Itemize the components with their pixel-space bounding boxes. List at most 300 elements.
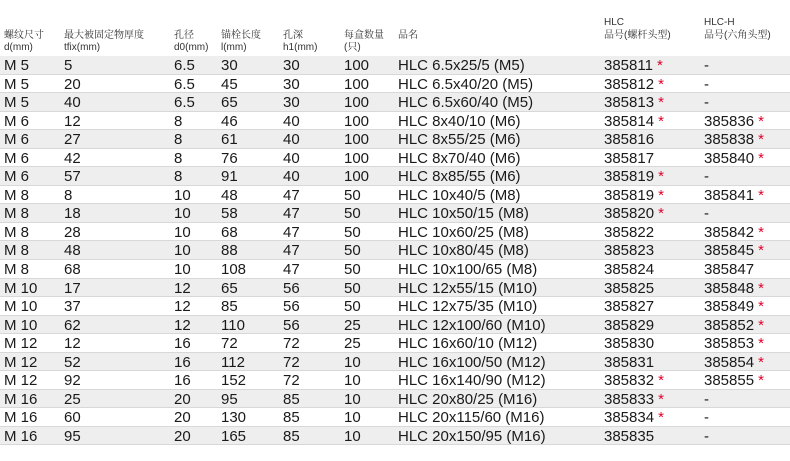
cell-product-name-value: HLC 16x100/50 (M12) [398,353,546,371]
cell-hole-diameter [174,391,191,409]
cell-box-quantity-value: 25 [344,335,361,353]
cell-hlc-code-value: 385817 [604,149,655,167]
cell-hlc-h-code-value: 385854 [704,353,755,371]
cell-hole-depth [283,409,300,427]
cell-box-quantity-value: 50 [344,242,361,260]
cell-hole-depth-value: 56 [283,316,300,334]
cell-hole-diameter [174,261,191,279]
cell-box-quantity [344,205,361,223]
cell-box-quantity-value: 10 [344,427,361,445]
availability-star-marker: * [658,372,664,390]
cell-box-quantity-value: 100 [344,149,370,167]
cell-anchor-length-value: 45 [221,75,238,93]
table-row [0,260,790,279]
cell-thread-size-value: M 5 [4,57,30,74]
cell-product-name [398,354,546,372]
cell-hole-depth-value: 47 [283,261,300,279]
cell-hlc-code [604,298,654,316]
table-row [0,241,790,260]
cell-hole-depth-value: 30 [283,75,300,93]
cell-thread-size-value: M 10 [4,298,38,316]
cell-thread-size [4,372,37,390]
cell-hole-depth [283,187,300,205]
cell-hole-depth-value: 47 [283,205,300,223]
availability-star-marker: * [758,298,764,316]
cell-hlc-h-code [704,187,764,205]
cell-hlc-code [604,409,664,427]
header-thread-size-unit: d(mm) [4,42,33,53]
cell-product-name-value: HLC 10x80/45 (M8) [398,242,529,260]
cell-hole-diameter [174,205,191,223]
cell-anchor-length-value: 48 [221,186,238,204]
cell-hlc-h-code [704,242,764,260]
cell-box-quantity-value: 10 [344,353,361,371]
cell-anchor-length [221,372,246,390]
cell-hlc-code [604,76,664,94]
cell-hole-depth [283,76,300,94]
cell-hlc-code [604,113,664,131]
cell-thread-size [4,261,29,279]
cell-hole-diameter-value: 10 [174,242,191,260]
cell-thread-size [4,298,37,316]
cell-hole-depth-value: 72 [283,353,300,371]
cell-box-quantity-value: 100 [344,57,370,74]
cell-hlc-code [604,354,654,372]
cell-thread-size [4,76,29,94]
cell-hlc-h-code-value: - [704,75,709,93]
cell-box-quantity [344,317,361,335]
cell-hlc-code-value: 385823 [604,242,655,260]
cell-product-name-value: HLC 20x80/25 (M16) [398,390,538,408]
cell-hlc-code-value: 385812 [604,75,655,93]
cell-box-quantity [344,150,369,168]
cell-hole-diameter [174,372,191,390]
cell-hlc-h-code-value: 385840 [704,149,755,167]
cell-fixture-thickness [64,187,72,205]
cell-thread-size-value: M 8 [4,223,30,241]
cell-hole-depth [283,57,300,75]
cell-hole-diameter-value: 12 [174,279,191,297]
cell-hole-depth-value: 30 [283,57,300,74]
cell-hlc-h-code [704,131,764,149]
cell-hlc-h-code-value: 385853 [704,335,755,353]
cell-hlc-code [604,94,664,112]
cell-hole-diameter-value: 12 [174,316,191,334]
cell-hole-depth [283,113,300,131]
cell-product-name [398,261,537,279]
cell-thread-size-value: M 12 [4,335,38,353]
cell-hlc-h-code-value: 385842 [704,223,755,241]
cell-hlc-h-code-value: 385836 [704,112,755,130]
cell-hole-depth-value: 85 [283,427,300,445]
cell-hole-diameter-value: 10 [174,261,191,279]
cell-hlc-code-value: 385814 [604,112,655,130]
cell-hlc-code [604,261,654,279]
availability-star-marker: * [658,205,664,223]
cell-hole-depth [283,205,300,223]
cell-fixture-thickness-value: 68 [64,261,81,279]
cell-box-quantity-value: 50 [344,298,361,316]
cell-hlc-h-code [704,354,764,372]
cell-hole-depth [283,94,300,112]
cell-anchor-length-value: 88 [221,242,238,260]
cell-product-name-value: HLC 6.5x25/5 (M5) [398,57,525,74]
cell-fixture-thickness-value: 92 [64,372,81,390]
header-hole-diameter-unit: d0(mm) [174,42,209,53]
cell-thread-size-value: M 10 [4,316,38,334]
cell-anchor-length [221,428,246,446]
cell-hlc-h-code [704,280,764,298]
cell-fixture-thickness [64,113,81,131]
cell-hole-diameter-value: 20 [174,409,191,427]
cell-hole-depth [283,391,300,409]
cell-hole-diameter-value: 10 [174,205,191,223]
cell-anchor-length [221,280,238,298]
cell-box-quantity [344,168,369,186]
cell-hlc-h-code-value: 385848 [704,279,755,297]
cell-hlc-h-code-value: 385847 [704,261,755,279]
cell-hole-depth-value: 85 [283,390,300,408]
cell-product-name-value: HLC 8x40/10 (M6) [398,112,521,130]
cell-product-name-value: HLC 10x50/15 (M8) [398,205,529,223]
header-fixture-thickness-label: 最大被固定物厚度 [64,30,144,41]
cell-product-name-value: HLC 20x150/95 (M16) [398,427,546,445]
cell-hlc-code-value: 385829 [604,316,655,334]
cell-box-quantity [344,131,369,149]
cell-hlc-h-code [704,409,709,427]
availability-star-marker: * [758,186,764,204]
cell-hole-diameter-value: 16 [174,335,191,353]
cell-product-name-value: HLC 16x140/90 (M12) [398,372,546,390]
cell-hole-diameter-value: 8 [174,149,183,167]
availability-star-marker: * [658,112,664,130]
cell-anchor-length [221,261,246,279]
cell-product-name [398,280,537,298]
header-box-quantity-label: 每盒数量 [344,30,384,41]
cell-anchor-length-value: 95 [221,390,238,408]
cell-hole-depth [283,224,300,242]
cell-box-quantity [344,298,361,316]
cell-hole-depth-value: 72 [283,372,300,390]
cell-hole-depth [283,335,300,353]
table-row [0,112,790,131]
cell-thread-size [4,391,37,409]
cell-anchor-length-value: 46 [221,112,238,130]
cell-hlc-code [604,280,654,298]
cell-thread-size-value: M 16 [4,427,38,445]
cell-thread-size [4,317,37,335]
cell-product-name [398,391,537,409]
cell-fixture-thickness [64,280,81,298]
cell-box-quantity-value: 10 [344,409,361,427]
cell-hlc-h-code-value: 385838 [704,131,755,149]
availability-star-marker: * [658,390,664,408]
cell-product-name-value: HLC 6.5x40/20 (M5) [398,75,534,93]
cell-hlc-code-value: 385833 [604,390,655,408]
cell-thread-size-value: M 10 [4,279,38,297]
table-row [0,279,790,298]
cell-hlc-code [604,131,654,149]
availability-star-marker: * [758,149,764,167]
cell-thread-size [4,205,29,223]
cell-thread-size [4,242,29,260]
availability-star-marker: * [658,186,664,204]
header-fixture-thickness-unit: tfix(mm) [64,42,101,53]
availability-star-marker: * [758,112,764,130]
table-row [0,408,790,427]
cell-box-quantity [344,335,361,353]
cell-box-quantity-value: 50 [344,261,361,279]
table-row [0,93,790,112]
cell-hlc-code [604,335,654,353]
cell-thread-size [4,187,29,205]
cell-hole-depth [283,317,300,335]
table-row [0,56,790,75]
cell-product-name [398,428,546,446]
cell-product-name [398,298,537,316]
cell-anchor-length [221,187,238,205]
cell-anchor-length [221,335,238,353]
cell-fixture-thickness-value: 12 [64,112,81,130]
cell-box-quantity [344,76,369,94]
cell-anchor-length [221,150,238,168]
cell-fixture-thickness-value: 27 [64,131,81,149]
cell-hole-depth-value: 72 [283,335,300,353]
cell-thread-size [4,57,29,75]
cell-fixture-thickness-value: 60 [64,409,81,427]
cell-hlc-h-code [704,428,709,446]
cell-box-quantity [344,57,369,75]
cell-hlc-h-code [704,113,764,131]
cell-fixture-thickness [64,57,72,75]
header-anchor-length-label: 锚栓长度 [221,30,261,41]
cell-thread-size-value: M 5 [4,75,30,93]
cell-product-name-value: HLC 6.5x60/40 (M5) [398,94,534,112]
cell-hole-depth-value: 56 [283,298,300,316]
cell-hlc-code [604,187,664,205]
cell-product-name-value: HLC 16x60/10 (M12) [398,335,538,353]
cell-hlc-h-code [704,168,709,186]
cell-hole-diameter [174,168,182,186]
availability-star-marker: * [656,57,663,74]
cell-anchor-length-value: 110 [221,316,245,334]
cell-anchor-length-value: 130 [221,409,247,427]
cell-hlc-code-value: 385824 [604,261,655,279]
cell-hole-depth [283,168,300,186]
cell-hole-diameter [174,335,191,353]
cell-hlc-code-value: 385832 [604,372,655,390]
cell-hlc-h-code-value: - [704,409,709,427]
cell-hole-depth [283,354,300,372]
cell-anchor-length [221,242,238,260]
cell-hole-diameter [174,187,191,205]
cell-hole-diameter-value: 8 [174,112,183,130]
cell-product-name-value: HLC 12x100/60 (M10) [398,316,546,334]
cell-hlc-code [604,224,654,242]
cell-box-quantity-value: 50 [344,186,361,204]
header-hole-diameter-label: 孔径 [174,30,194,41]
table-row [0,130,790,149]
cell-anchor-length [221,205,238,223]
cell-hole-depth-value: 47 [283,223,300,241]
cell-product-name [398,242,529,260]
cell-thread-size [4,335,37,353]
cell-product-name-value: HLC 10x100/65 (M8) [398,261,538,279]
cell-hole-diameter-value: 6.5 [174,57,195,74]
cell-hole-depth [283,261,300,279]
cell-anchor-length-value: 91 [221,168,238,186]
cell-box-quantity-value: 25 [344,316,361,334]
header-hole-depth-label: 孔深 [283,30,303,41]
header-product-name-label: 品名 [398,30,418,41]
cell-box-quantity [344,242,361,260]
cell-hlc-code-value: 385827 [604,298,655,316]
availability-star-marker: * [758,335,764,353]
cell-hole-depth-value: 47 [283,242,300,260]
cell-thread-size [4,94,29,112]
cell-hlc-h-code [704,57,709,75]
cell-hlc-h-code [704,372,764,390]
header-hlc-sub: 品号(螺杆头型) [604,30,671,41]
cell-fixture-thickness-value: 37 [64,298,81,316]
availability-star-marker: * [758,372,764,390]
cell-anchor-length [221,57,238,75]
cell-product-name-value: HLC 10x40/5 (M8) [398,186,521,204]
cell-anchor-length-value: 30 [221,57,238,74]
cell-hlc-code-value: 385834 [604,409,655,427]
cell-hlc-h-code-value: - [704,427,709,445]
cell-fixture-thickness [64,131,81,149]
table-row [0,390,790,409]
cell-hole-depth-value: 56 [283,279,300,297]
cell-box-quantity-value: 50 [344,223,361,241]
cell-thread-size [4,168,29,186]
cell-fixture-thickness-value: 62 [64,316,81,334]
cell-box-quantity [344,224,361,242]
availability-star-marker: * [758,131,764,149]
cell-hlc-code-value: 385822 [604,223,655,241]
cell-box-quantity [344,391,361,409]
cell-hole-diameter [174,57,195,75]
cell-anchor-length-value: 108 [221,261,247,279]
header-thread-size-label: 螺纹尺寸 [4,30,44,41]
table-row [0,334,790,353]
cell-thread-size-value: M 12 [4,353,38,371]
cell-fixture-thickness [64,205,81,223]
cell-hlc-h-code [704,224,764,242]
cell-hole-depth-value: 40 [283,149,300,167]
cell-hlc-code-value: 385819 [604,186,655,204]
header-hlc-h-sub: 品号(六角头型) [704,30,771,41]
cell-box-quantity-value: 50 [344,205,361,223]
cell-fixture-thickness-value: 25 [64,390,81,408]
cell-box-quantity [344,261,361,279]
cell-anchor-length-value: 72 [221,335,238,353]
cell-hole-diameter [174,242,191,260]
cell-hole-diameter-value: 16 [174,372,191,390]
cell-thread-size [4,113,29,131]
cell-hlc-h-code [704,317,764,335]
cell-fixture-thickness-value: 12 [64,335,81,353]
cell-product-name [398,113,521,131]
table-row [0,297,790,316]
cell-hole-diameter-value: 10 [174,186,191,204]
cell-hlc-h-code-value: 385852 [704,316,755,334]
cell-box-quantity-value: 100 [344,75,370,93]
cell-fixture-thickness-value: 18 [64,205,81,223]
cell-fixture-thickness [64,428,81,446]
cell-hlc-code [604,205,664,223]
cell-hole-diameter [174,298,191,316]
cell-box-quantity [344,280,361,298]
cell-product-name [398,205,529,223]
cell-fixture-thickness-value: 5 [64,57,73,74]
cell-thread-size [4,428,37,446]
table-header [0,0,790,56]
cell-product-name [398,409,544,427]
cell-hlc-h-code-value: 385849 [704,298,755,316]
cell-box-quantity-value: 100 [344,131,370,149]
cell-hole-diameter [174,113,182,131]
cell-hlc-code-value: 385813 [604,94,655,112]
cell-anchor-length-value: 65 [221,279,238,297]
header-box-quantity-unit: (只) [344,42,361,53]
cell-hole-diameter [174,409,191,427]
availability-star-marker: * [658,168,664,186]
cell-fixture-thickness-value: 40 [64,94,81,112]
table-row [0,353,790,372]
cell-fixture-thickness [64,224,81,242]
availability-star-marker: * [758,353,764,371]
cell-anchor-length-value: 58 [221,205,238,223]
cell-hole-diameter [174,76,195,94]
cell-box-quantity [344,354,361,372]
cell-hlc-code-value: 385819 [604,168,655,186]
cell-hlc-h-code [704,94,709,112]
table-row [0,149,790,168]
table-row [0,223,790,242]
cell-hole-depth [283,298,300,316]
header-anchor-length-unit: l(mm) [221,42,247,53]
cell-hlc-h-code-value: 385845 [704,242,755,260]
cell-thread-size-value: M 12 [4,372,38,390]
cell-anchor-length [221,94,238,112]
cell-hole-depth [283,150,300,168]
cell-thread-size [4,280,37,298]
cell-hole-diameter [174,131,182,149]
cell-thread-size-value: M 8 [4,242,30,260]
cell-hole-diameter [174,428,191,446]
table-row [0,75,790,94]
cell-fixture-thickness-value: 28 [64,223,81,241]
cell-product-name [398,131,521,149]
cell-hole-diameter [174,354,191,372]
cell-anchor-length-value: 152 [221,372,247,390]
cell-fixture-thickness [64,335,81,353]
cell-anchor-length-value: 65 [221,94,238,112]
cell-product-name-value: HLC 8x85/55 (M6) [398,168,521,186]
cell-hlc-code [604,150,654,168]
cell-product-name [398,168,521,186]
cell-hole-depth-value: 47 [283,186,300,204]
cell-hlc-h-code-value: 385841 [704,186,755,204]
cell-product-name-value: HLC 8x55/25 (M6) [398,131,521,149]
cell-box-quantity [344,372,361,390]
cell-hlc-h-code [704,335,764,353]
cell-thread-size [4,224,29,242]
cell-thread-size-value: M 8 [4,186,30,204]
cell-box-quantity-value: 100 [344,94,370,112]
